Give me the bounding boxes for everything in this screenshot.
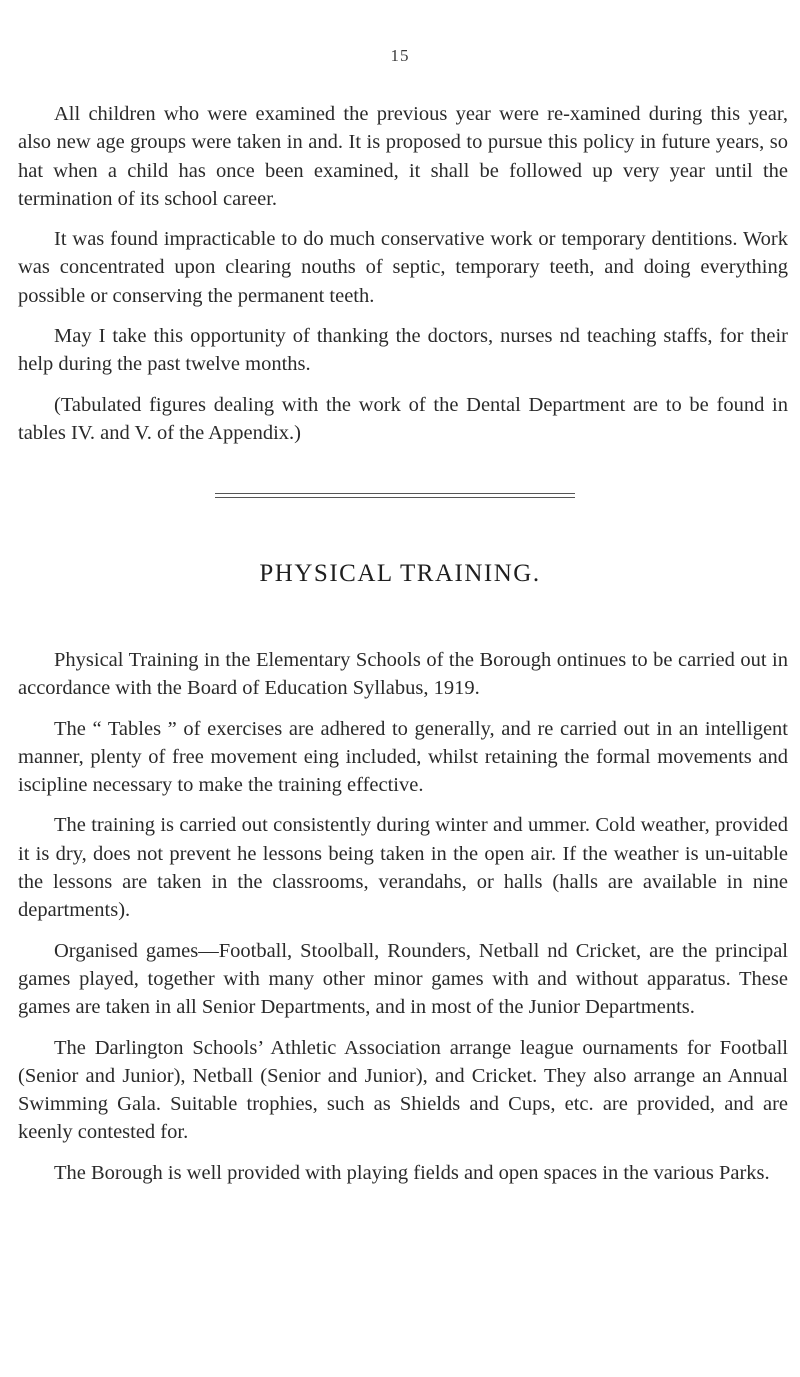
- paragraph: The training is carried out consistently during winter and ummer. Cold weather, provided it is dry, does not prevent he lessons being taken in the open air. If the weather is un-uitable the lessons are taken in the classrooms, verandahs, or halls (halls are available in nine departments).: [18, 814, 788, 922]
- page-number: 15: [390, 46, 410, 65]
- paragraph: The Darlington Schools’ Athletic Association arrange league ournaments for Football (Senior and Junior), Netball (Senior and Junior), and Cricket. They also arrange an Annual Swimming Gala. Suitable trophies, such as Shields and Cups, etc. are provided, and are keenly contested for.: [18, 1036, 788, 1144]
- section-heading: PHYSICAL TRAINING.: [259, 560, 541, 587]
- paragraph: Physical Training in the Elementary Schools of the Borough ontinues to be carried out in accordance with the Board of Education Syllabus, 1919.: [18, 649, 788, 700]
- paragraph: It was found impracticable to do much conservative work or temporary dentitions. Work was concentrated upon clearing nouths of septic, temporary teeth, and doing everything possible or conserving the permanent teeth.: [18, 228, 788, 307]
- section-divider-top: [215, 493, 575, 494]
- section-divider-bottom: [215, 497, 575, 498]
- paragraph: All children who were examined the previous year were re-xamined during this year, also new age groups were taken in and. It is proposed to pursue this policy in future years, so hat when a child has once been examined, it shall be followed up very year until the termination of its school career.: [18, 103, 788, 210]
- paragraph: May I take this opportunity of thanking the doctors, nurses nd teaching staffs, for their help during the past twelve months.: [18, 325, 788, 376]
- paragraph: The Borough is well provided with playing fields and open spaces in the various Parks.: [54, 1161, 770, 1184]
- paragraph: The “ Tables ” of exercises are adhered to generally, and re carried out in an intelligent manner, plenty of free movement eing included, whilst retaining the formal movements and iscipline necessary to make the training effective.: [18, 717, 788, 797]
- dental-section-text: [18, 100, 788, 459]
- paragraph: (Tabulated figures dealing with the work of the Dental Department are to be found in tables IV. and V. of the Appendix.): [18, 393, 788, 444]
- physical-training-section-text: [18, 646, 788, 1199]
- paragraph: Organised games—Football, Stoolball, Rounders, Netball nd Cricket, are the principal games played, together with many other minor games with and without apparatus. These games are taken in all Senior Departments, and in most of the Junior Departments.: [18, 939, 788, 1019]
